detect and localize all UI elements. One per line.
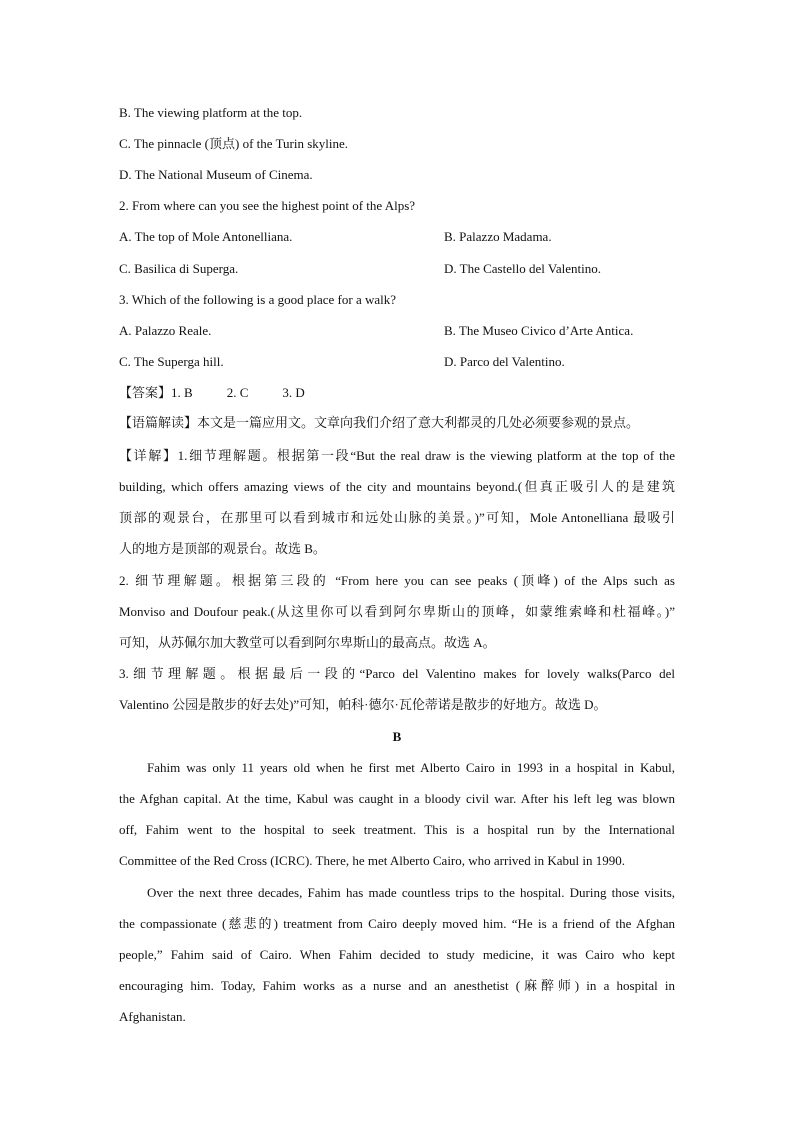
q3-stem: 3. Which of the following is a good place for a walk?	[119, 292, 397, 307]
section-heading: B	[392, 729, 402, 744]
passage-line: off, Fahim went to the hospital to seek treatment. This is a hospital run by the International	[119, 822, 675, 837]
q1-option-b: B. The viewing platform at the top.	[119, 105, 303, 120]
explanation-line: 人的地方是顶部的观景台。故选 B。	[119, 541, 326, 556]
explanation-tag: 【详解】	[119, 449, 178, 464]
explanation-line: Monviso and Doufour peak.(从这里你可以看到阿尔卑斯山的顶峰，如蒙维索峰和杜福峰。)”	[119, 604, 675, 619]
answer-1: 1. B	[171, 385, 193, 400]
interpretation-line	[119, 416, 639, 432]
explanation-line: 2. 细节理解题。根据第三段的 “From here you can see peaks (顶峰) of the Alps such as	[119, 573, 675, 588]
interpretation-text: 本文是一篇应用文。文章向我们介绍了意大利都灵的几处必须要参观的景点。	[197, 416, 640, 431]
q2-option-c: C. Basilica di Superga.	[119, 261, 239, 276]
explanation-line: Valentino 公园是散步的好去处)”可知，帕科·德尔·瓦伦蒂诺是散步的好地方。故选 D。	[119, 697, 607, 712]
answer-tag: 【答案】	[119, 386, 172, 401]
interpretation-tag: 【语篇解读】	[119, 416, 198, 431]
q2-option-b: B. Palazzo Madama.	[444, 229, 552, 244]
q3-option-b: B. The Museo Civico d’Arte Antica.	[444, 323, 634, 338]
explanation-line: 可知，从苏佩尔加大教堂可以看到阿尔卑斯山的最高点。故选 A。	[119, 635, 496, 650]
passage-line: Afghanistan.	[119, 1009, 186, 1024]
q1-option-c: C. The pinnacle (顶点) of the Turin skyline.	[119, 136, 349, 151]
passage-line: encouraging him. Today, Fahim works as a nurse and an anesthetist (麻醉师) in a hospital in	[119, 978, 675, 993]
explanation-text: 1.细节理解题。根据第一段“But the real draw is the viewing platform at the top of the	[177, 448, 675, 463]
q2-option-a: A. The top of Mole Antonelliana.	[119, 229, 293, 244]
q3-option-d: D. Parco del Valentino.	[444, 354, 565, 369]
answer-line	[119, 385, 305, 402]
q3-option-c: C. The Superga hill.	[119, 354, 224, 369]
passage-line: people,” Fahim said of Cairo. When Fahim decided to study medicine, it was Cairo who kept	[119, 947, 675, 962]
q2-option-d: D. The Castello del Valentino.	[444, 261, 601, 276]
explanation-line: 3.细节理解题。根据最后一段的“Parco del Valentino makes for lovely walks(Parco del	[119, 666, 675, 681]
explanation-line: building, which offers amazing views of the city and mountains beyond.(但真正吸引人的是建筑	[119, 479, 675, 494]
passage-line: Committee of the Red Cross (ICRC). There, he met Alberto Cairo, who arrived in Kabul in 1990.	[119, 853, 625, 868]
passage-line: the compassionate (慈悲的) treatment from Cairo deeply moved him. “He is a friend of the Afghan	[119, 916, 675, 931]
q1-option-d: D. The National Museum of Cinema.	[119, 167, 313, 182]
q3-option-a: A. Palazzo Reale.	[119, 323, 212, 338]
explanation-line: 顶部的观景台，在那里可以看到城市和远处山脉的美景。)”可知，Mole Antonelliana 最吸引	[119, 510, 675, 525]
passage-line: the Afghan capital. At the time, Kabul was caught in a bloody civil war. After his left leg was blown	[119, 791, 675, 806]
passage-line: Fahim was only 11 years old when he first met Alberto Cairo in 1993 in a hospital in Kabul,	[147, 760, 675, 775]
q2-stem: 2. From where can you see the highest point of the Alps?	[119, 198, 416, 213]
answer-3: 3. D	[282, 385, 305, 400]
passage-line: Over the next three decades, Fahim has made countless trips to the hospital. During those visits,	[147, 885, 675, 900]
explanation-line	[119, 448, 675, 465]
answer-2: 2. C	[226, 385, 249, 400]
